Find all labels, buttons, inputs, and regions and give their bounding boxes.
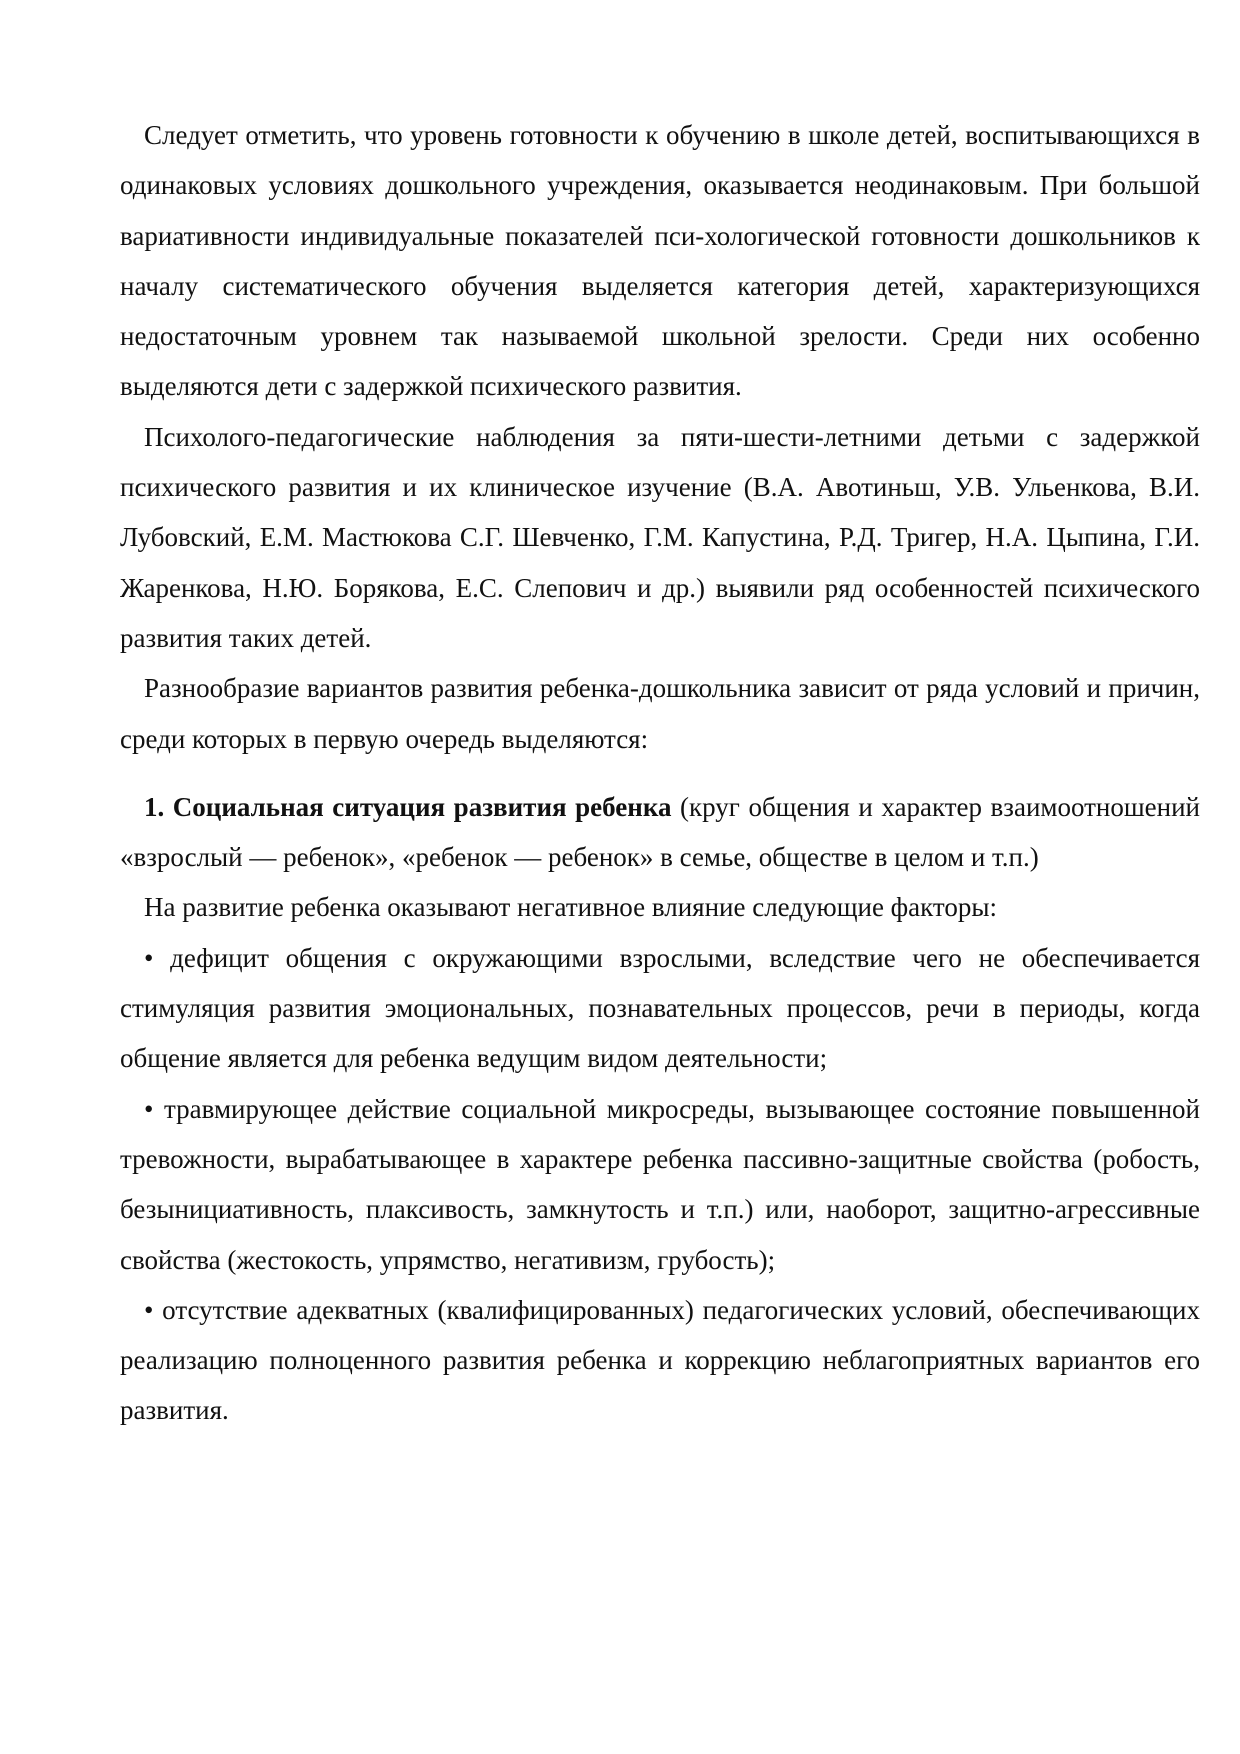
paragraph-gap (120, 764, 1200, 782)
paragraph-social-situation (120, 782, 1200, 883)
social-situation-heading: 1. Социальная ситуация развития ребенка (144, 791, 672, 822)
paragraph-readiness: Следует отметить, что уровень готовности к обучению в школе детей, воспитывающихся в одинаковых условиях дошкольного учреждения, оказывается неодинаковым. При большой вариативности индивидуальные показателей пси-хологической готовности дошкольников к началу систематического обучения выделяется категория детей, характеризующихся недостаточным уровнем так называемой школьной зрелости. Среди них особенно выделяются дети с задержкой психического развития. (120, 120, 1200, 402)
bullet-pedagogical-conditions: • отсутствие адекватных (квалифицированных) педагогических условий, обеспечивающих реализацию полноценного развития ребенка и коррекцию неблагоприятных вариантов его развития. (120, 1294, 1200, 1426)
bullet-traumatic-environment: • травмирующее действие социальной микросреды, вызывающее состояние повышенной тревожности, вырабатывающее в характере ребенка пассивно-защитные свойства (робость, безынициативность, плаксивость, замкнутость и т.п.) или, наоборот, защитно-агрессивные свойства (жестокость, упрямство, негативизм, грубость); (120, 1093, 1200, 1275)
paragraph-negative-factors: На развитие ребенка оказывают негативное влияние следующие факторы: (144, 892, 998, 923)
paragraph-observations: Психолого-педагогические наблюдения за пяти-шести-летними детьми с задержкой психического развития и их клиническое изучение (В.А. Авотиньш, У.В. Ульенкова, В.И. Лубовский, Е.М. Мастюкова С.Г. Шевченко, Г.М. Капустина, Р.Д. Тригер, Н.А. Цыпина, Г.И. Жаренкова, Н.Ю. Борякова, Е.С. Слепович и др.) выявили ряд особенностей психического развития таких детей. (120, 421, 1200, 653)
bullet-communication-deficit: • дефицит общения с окружающими взрослыми, вследствие чего не обеспечивается стимуляция развития эмоциональных, познавательных процессов, речи в периоды, когда общение является для ребенка ведущим видом деятельности; (120, 942, 1200, 1074)
social-situation-text: (круг общения и характер взаимоотношений «взрослый — ребенок», «ребенок — ребенок» в семье, обществе в целом и т.п.) (120, 791, 1200, 873)
paragraph-variants: Разнообразие вариантов развития ребенка-дошкольника зависит от ряда условий и причин, среди которых в первую очередь выделяются: (120, 673, 1200, 754)
document-page (120, 110, 1200, 1436)
